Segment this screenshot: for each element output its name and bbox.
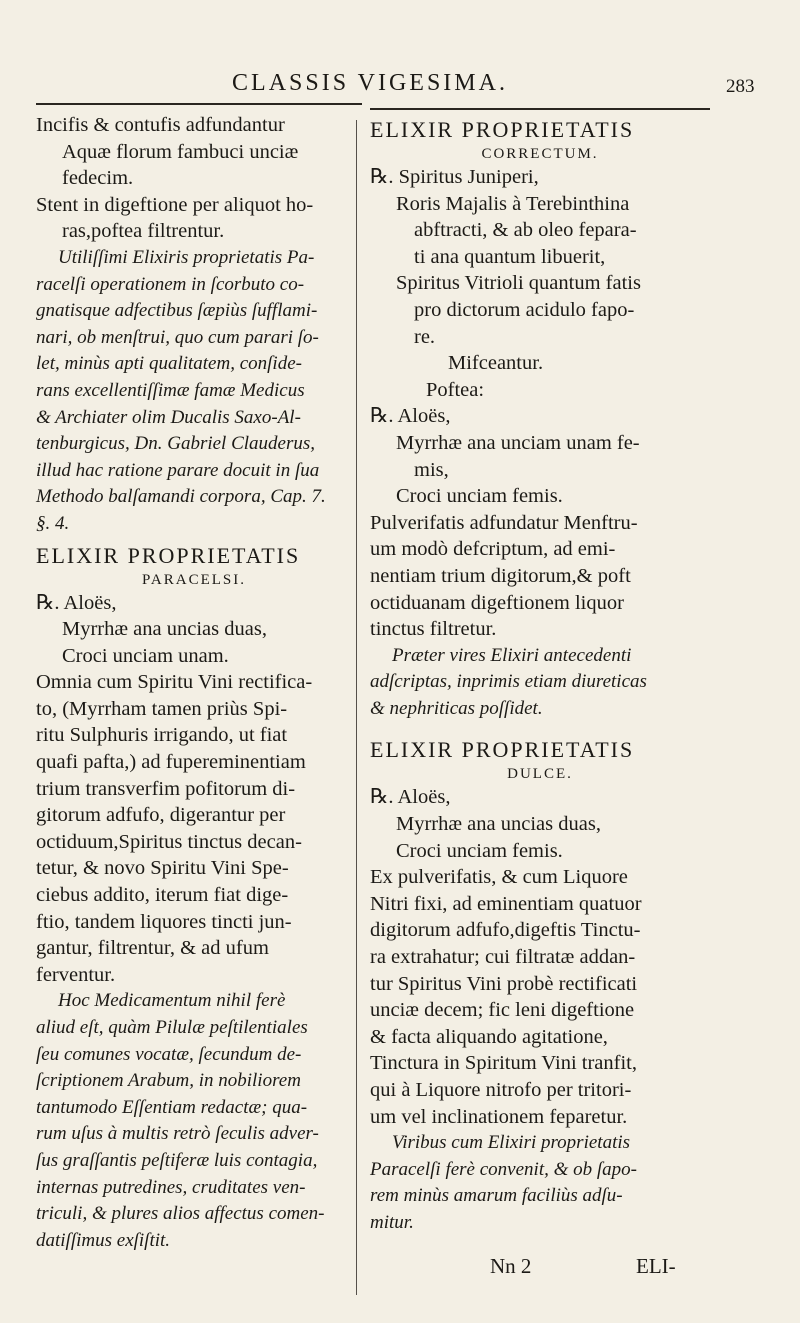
recipe-line: re.	[414, 325, 436, 348]
recipe-line: Spiritus Vitrioli quantum fatis	[396, 272, 641, 295]
text-line: fedecim.	[62, 167, 134, 190]
recipe-line: mis,	[414, 458, 449, 481]
italic-line: nari, ob menſtrui, quo cum parari ſo-	[36, 326, 319, 348]
italic-line: & nephriticas poſſidet.	[370, 697, 543, 719]
recipe-line: Myrrhæ ana uncias duas,	[62, 618, 267, 641]
text-line: ritu Sulphuris irrigando, ut fiat	[36, 724, 288, 747]
italic-line: & Archiater olim Ducalis Saxo-Al-	[36, 406, 301, 428]
italic-line: mitur.	[370, 1211, 414, 1233]
column-divider	[356, 120, 357, 1295]
italic-line: Hoc Medicamentum nihil ferè	[58, 990, 286, 1012]
text-line: Omnia cum Spiritu Vini rectifica-	[36, 671, 313, 694]
italic-line: tantumodo Eſſentiam redactæ; qua-	[36, 1096, 308, 1118]
right-column	[370, 112, 710, 1237]
section-subheading: CORRECTUM.	[481, 146, 599, 162]
text-line: Nitri fixi, ad eminentiam quatuor	[370, 892, 642, 915]
catchword: ELI-	[636, 1254, 676, 1278]
italic-line: ſeu comunes vocatæ, ſecundum de-	[36, 1043, 302, 1065]
italic-line: Præter vires Elixiri antecedenti	[392, 644, 632, 666]
italic-line: triculi, & plures alios affectus comen-	[36, 1203, 325, 1225]
italic-line: ſus graſſantis peſtiferæ luis contagia,	[36, 1149, 318, 1171]
recipe-line: abftracti, & ab oleo fepara-	[414, 219, 637, 242]
italic-line: racelſi operationem in ſcorbuto co-	[36, 273, 305, 295]
text-line: unciæ decem; fic leni digeftione	[370, 999, 635, 1022]
italic-line: Paracelſi ferè convenit, & ob ſapo-	[370, 1158, 637, 1180]
text-line: gantur, filtrentur, & ad ufum	[36, 937, 269, 960]
left-column	[36, 112, 352, 1254]
italic-line: illud hac ratione parare docuit in ſua	[36, 459, 320, 481]
text-line: ras,poftea filtrentur.	[62, 220, 225, 243]
recipe-line: Croci unciam femis.	[396, 839, 563, 862]
italic-line: rum uſus à multis retrò ſeculis adver-	[36, 1123, 319, 1145]
text-line: ferventur.	[36, 963, 116, 986]
recipe-line: Myrrhæ ana uncias duas,	[396, 813, 601, 836]
italic-line: adſcriptas, inprimis etiam diureticas	[370, 671, 647, 693]
text-line: Pulverifatis adfundatur Menftru-	[370, 511, 638, 534]
italic-line: §. 4.	[36, 512, 70, 534]
text-line: quafi pafta,) ad fupereminentiam	[36, 751, 306, 774]
recipe-line: ℞. Aloës,	[36, 591, 117, 614]
text-line: to, (Myrrham tamen priùs Spi-	[36, 697, 288, 720]
text-line: um modò defcriptum, ad emi-	[370, 538, 616, 561]
italic-line: aliud eſt, quàm Pilulæ peſtilentiales	[36, 1017, 308, 1038]
italic-line: rem minùs amarum faciliùs adſu-	[370, 1185, 623, 1207]
recipe-line: Croci unciam unam.	[62, 644, 229, 667]
recipe-line: Roris Majalis à Terebinthina	[396, 192, 630, 215]
spacer	[370, 722, 710, 732]
text-line: um vel inclinationem feparetur.	[370, 1105, 628, 1128]
recipe-line: ti ana quantum libuerit,	[414, 245, 606, 268]
signature-mark: Nn 2	[490, 1254, 532, 1278]
text-line: digitorum adfufo,digeftis Tinctu-	[370, 919, 641, 942]
italic-line: Methodo balſamandi corpora, Cap. 7.	[36, 486, 326, 508]
text-line: tinctus filtretur.	[370, 618, 497, 641]
section-subheading: PARACELSI.	[141, 571, 247, 588]
recipe-line: pro dictorum acidulo fapo-	[414, 298, 635, 321]
text-line: ra extrahatur; cui filtratæ addan-	[370, 946, 636, 969]
text-line: qui à Liquore nitrofo per tritori-	[370, 1079, 632, 1101]
text-line: nentiam trium digitorum,& poft	[370, 564, 631, 587]
recipe-line: Croci unciam femis.	[396, 485, 563, 508]
page-number: 283	[726, 76, 755, 97]
text-line: Tinctura in Spiritum Vini tranfit,	[370, 1052, 637, 1075]
text-line: Ex pulverifatis, & cum Liquore	[370, 866, 628, 889]
text-line: tetur, & novo Spiritu Vini Spe-	[36, 857, 289, 880]
section-heading: ELIXIR PROPRIETATIS	[370, 737, 635, 763]
text-line: gitorum adfufo, digerantur per	[36, 804, 286, 827]
text-line: Stent in digeftione per aliquot ho-	[36, 193, 314, 216]
italic-line: gnatisque adfectibus ſæpiùs ſufflami-	[36, 300, 318, 322]
text-line: Poftea:	[426, 378, 485, 401]
recipe-line: ℞. Spiritus Juniperi,	[370, 166, 539, 188]
text-line: octiduum,Spiritus tinctus decan-	[36, 830, 302, 853]
section-heading: ELIXIR PROPRIETATIS	[36, 542, 301, 568]
text-line: Mifceantur.	[448, 352, 544, 375]
italic-line: tenburgicus, Dn. Gabriel Clauderus,	[36, 433, 316, 455]
running-head: CLASSIS VIGESIMA.	[232, 70, 508, 96]
text-line: ciebus addito, iterum fiat dige-	[36, 884, 289, 907]
recipe-line: Myrrhæ ana unciam unam fe-	[396, 431, 640, 454]
italic-line: datiſſimus exſiſtit.	[36, 1229, 171, 1251]
text-line: tur Spiritus Vini probè rectificati	[370, 972, 638, 995]
italic-line: rans excellentiſſimæ famæ Medicus	[36, 379, 305, 401]
header-rule-left	[36, 103, 362, 105]
section-heading: ELIXIR PROPRIETATIS	[370, 117, 635, 142]
text-line: ftio, tandem liquores tincti jun-	[36, 910, 292, 933]
text-line: Incifis & contufis adfundantur	[36, 114, 285, 136]
recipe-line: ℞. Aloës,	[370, 405, 451, 428]
recipe-line: ℞. Aloës,	[370, 786, 451, 809]
italic-line: internas putredines, cruditates ven-	[36, 1176, 306, 1198]
text-line: & facta aliquando agitatione,	[370, 1025, 608, 1048]
header-rule-right	[370, 108, 710, 110]
italic-line: let, minùs apti qualitatem, conſide-	[36, 353, 302, 375]
italic-line: Viribus cum Elixiri proprietatis	[392, 1132, 631, 1154]
italic-line: Utiliſſimi Elixiris proprietatis Pa-	[58, 246, 315, 268]
italic-line: ſcriptionem Arabum, in nobiliorem	[36, 1070, 301, 1092]
text-line: octiduanam digeftionem liquor	[370, 591, 624, 614]
text-line: Aquæ florum fambuci unciæ	[62, 140, 299, 163]
text-line: trium transverfim pofitorum di-	[36, 777, 296, 800]
section-subheading: DULCE.	[507, 766, 573, 783]
